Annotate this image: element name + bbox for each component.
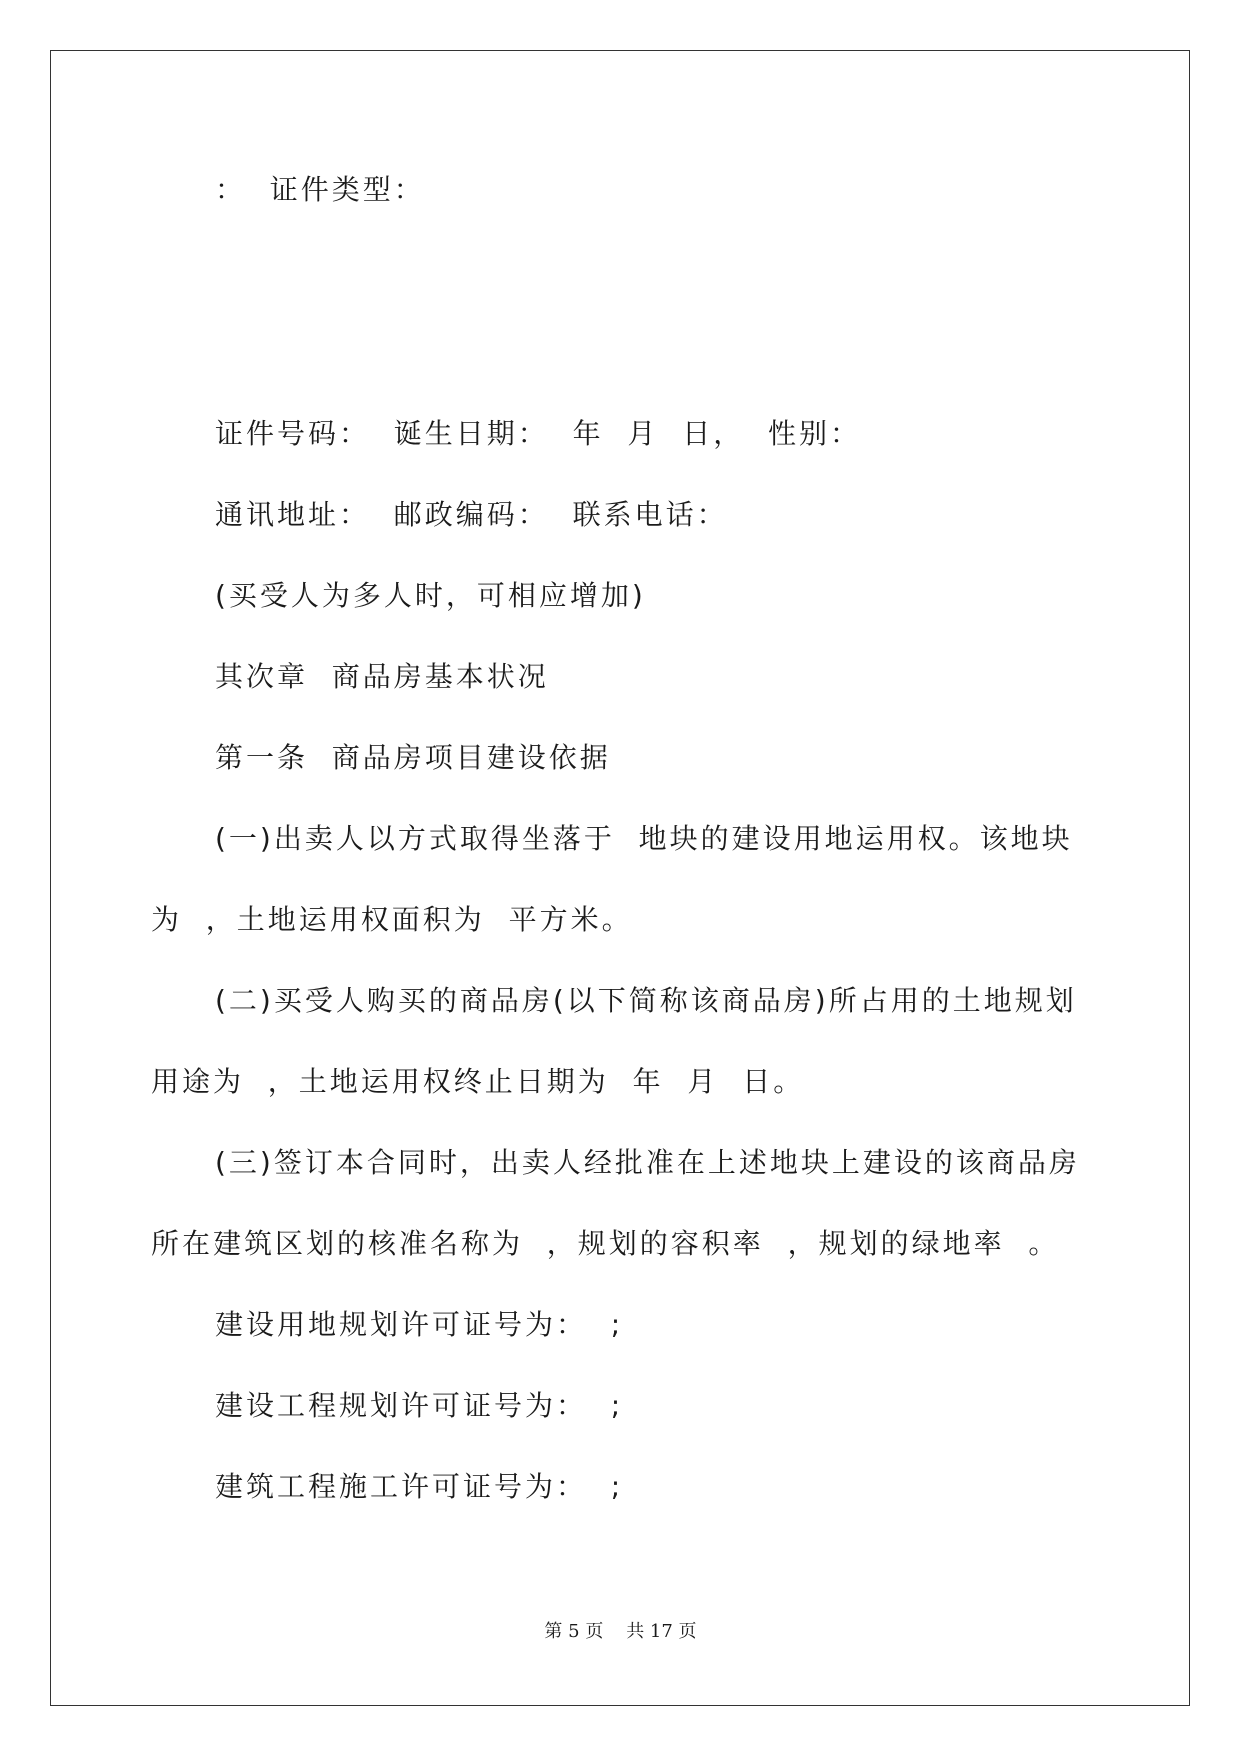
article-heading: 第一条 商品房项目建设依据 [215,741,611,774]
construction-work-permit-line: 建筑工程施工许可证号为： ; [215,1470,624,1503]
id-number-birth-gender-line: 证件号码： 诞生日期： 年 月 日， 性别： [215,417,862,450]
page-border [50,50,1190,1706]
paragraph-1-line-2: 为 ，土地运用权面积为 平方米。 [151,903,633,936]
paragraph-1-line-1: (一)出卖人以方式取得坐落于 地块的建设用地运用权。该地块 [215,822,1073,855]
id-type-line: ： 证件类型： [215,173,425,206]
paragraph-3-line-1: (三)签订本合同时，出卖人经批准在上述地块上建设的该商品房 [215,1146,1080,1179]
construction-planning-permit-line: 建设工程规划许可证号为： ; [215,1389,624,1422]
page-number-footer: 第 5 页 共 17 页 [544,1621,697,1642]
paragraph-2-line-2: 用途为 ，土地运用权终止日期为 年 月 日。 [151,1065,805,1098]
multiple-buyers-note: (买受人为多人时，可相应增加) [215,579,646,612]
address-postcode-phone-line: 通讯地址： 邮政编码： 联系电话： [215,498,728,531]
chapter-heading: 其次章 商品房基本状况 [215,660,549,693]
land-use-permit-line: 建设用地规划许可证号为： ; [215,1308,624,1341]
paragraph-2-line-1: (二)买受人购买的商品房(以下简称该商品房)所占用的土地规划 [215,984,1077,1017]
paragraph-3-line-2: 所在建筑区划的核准名称为 ，规划的容积率 ，规划的绿地率 。 [151,1227,1060,1260]
